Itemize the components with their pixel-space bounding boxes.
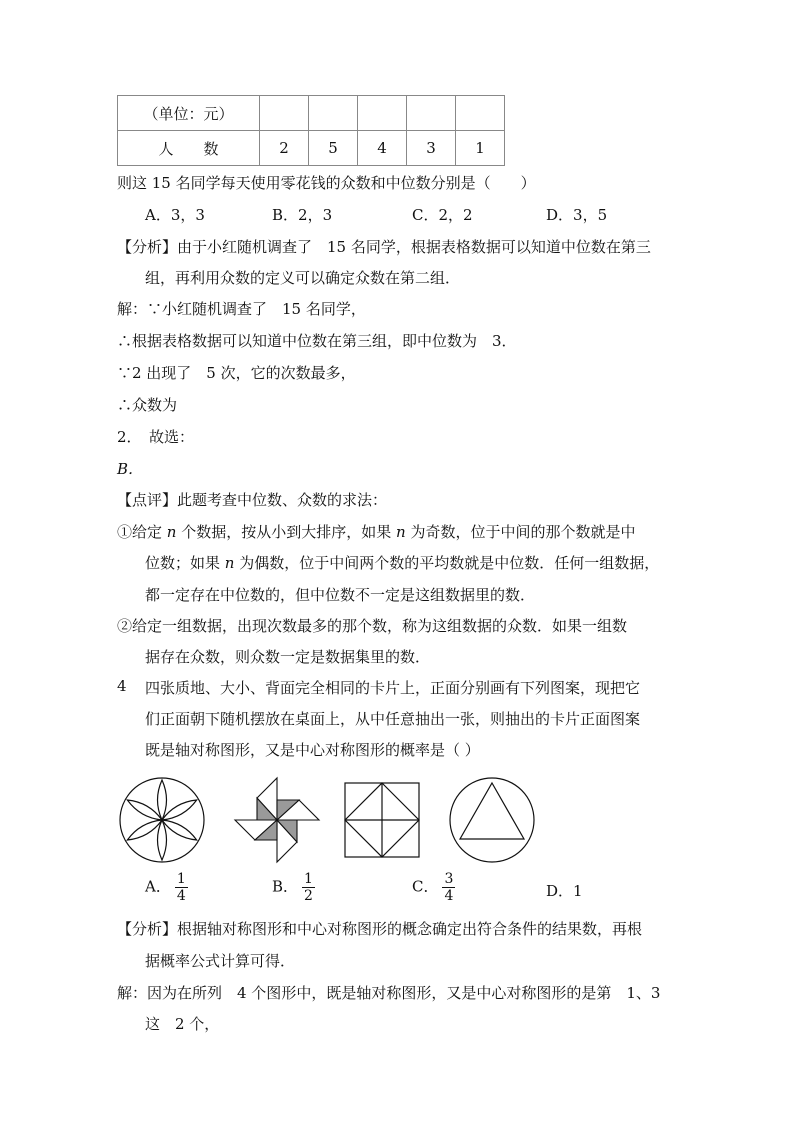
option-letter: D． [546,882,574,900]
option-letter: A． [145,877,171,896]
option-a [145,872,188,903]
option-letter: B． [272,877,299,896]
solution-line: 这 2 个， [145,1015,220,1033]
comment-text: 位数；如果 [145,554,225,572]
solution-line: ∴众数为 [117,396,178,414]
analysis-line [117,236,651,257]
comment-line: 据存在众数，则众数一定是数据集里的数． [145,648,431,666]
comment-line [145,552,659,573]
table-cell: 3 [407,131,456,166]
analysis-line [117,918,642,939]
fraction-numerator: 3 [444,871,454,887]
solution-answer: B． [117,460,144,478]
fraction-numerator: 1 [304,871,313,887]
comment-text: ①给定 [117,523,167,541]
variable-n: n [396,523,406,541]
analysis-line: 据概率公式计算可得． [145,952,296,970]
pinwheel-figure [235,778,319,862]
analysis-text: 根据轴对称图形和中心对称图形的概念确定出符合条件的结果数，再根 [177,920,643,938]
fraction [442,872,455,903]
solution-line: 解：∵小红随机调查了 15 名同学， [117,300,366,318]
solution-line: 解：因为在所列 4 个图形中，既是轴对称图形，又是中心对称图形的是第 1、3 [117,984,661,1002]
analysis-tag: 【分析】 [117,920,178,938]
fraction-numerator: 1 [176,871,186,887]
table-cell: 2 [260,131,309,166]
question-text: 们正面朝下随机摆放在桌面上，从中任意抽出一张，则抽出的卡片正面图案 [145,710,641,728]
fraction [175,872,188,903]
table-cell: 1 [456,131,505,166]
table-cell: （单位：元） [118,96,260,131]
analysis-text: 由于小红随机调查了 15 名同学，根据表格数据可以知道中位数在第三 [177,238,651,256]
comment-line [117,489,387,510]
question-text: 既是轴对称图形，又是中心对称图形的概率是（ ） [145,741,480,759]
solution-line: 2． 故选： [117,428,195,446]
fraction-denominator: 4 [444,888,454,904]
triangle-circle-figure [450,778,534,862]
table-row [118,131,505,166]
table-row [118,96,505,131]
comment-tag: 【点评】 [117,491,178,509]
option-letter: C． [412,877,439,896]
solution-line: ∴根据表格数据可以知道中位数在第三组，即中位数为 3． [117,332,517,350]
fraction [302,872,315,903]
option-d [546,880,583,901]
data-table [117,95,505,166]
table-cell [260,96,309,131]
option-c: C．2，2 [412,206,473,224]
comment-intro: 此题考查中位数、众数的求法： [177,491,388,509]
figures [115,775,535,865]
solution-line: ∵2 出现了 5 次，它的次数最多， [117,364,356,382]
analysis-tag: 【分析】 [117,238,178,256]
comment-text: 个数据，按从小到大排序，如果 [176,523,396,541]
option-b [272,872,315,903]
option-c [412,872,455,903]
analysis-line: 组，再利用众数的定义可以确定众数在第二组． [145,269,461,287]
option-value: 1 [573,882,583,900]
fraction-denominator: 4 [176,888,186,904]
table-cell [456,96,505,131]
table-cell [358,96,407,131]
table-cell: 4 [358,131,407,166]
table-cell [309,96,358,131]
question-number: 4 [117,677,127,695]
fraction-denominator: 2 [304,888,313,904]
table-cell: 5 [309,131,358,166]
variable-n: n [224,554,235,572]
option-d: D．3，5 [546,206,608,224]
comment-line: 都一定存在中位数的，但中位数不一定是这组数据里的数． [145,586,536,604]
question-text: 则这 15 名同学每天使用零花钱的众数和中位数分别是（ ） [117,174,536,192]
comment-line [117,521,635,542]
option-a: A．3，3 [145,206,205,224]
square-diamond-figure [345,783,419,857]
comment-text: 为偶数，位于中间两个数的平均数就是中位数．任何一组数据， [234,554,660,572]
variable-n: n [166,523,177,541]
comment-line: ②给定一组数据，出现次数最多的那个数，称为这组数据的众数．如果一组数 [117,617,628,635]
table-cell: 人 数 [118,131,260,166]
table-cell [407,96,456,131]
flower-circle-figure [120,778,204,862]
option-b: B．2，3 [272,206,333,224]
comment-text: 为奇数，位于中间的那个数就是中 [405,523,636,541]
question-text: 四张质地、大小、背面完全相同的卡片上，正面分别画有下列图案，现把它 [145,679,641,697]
